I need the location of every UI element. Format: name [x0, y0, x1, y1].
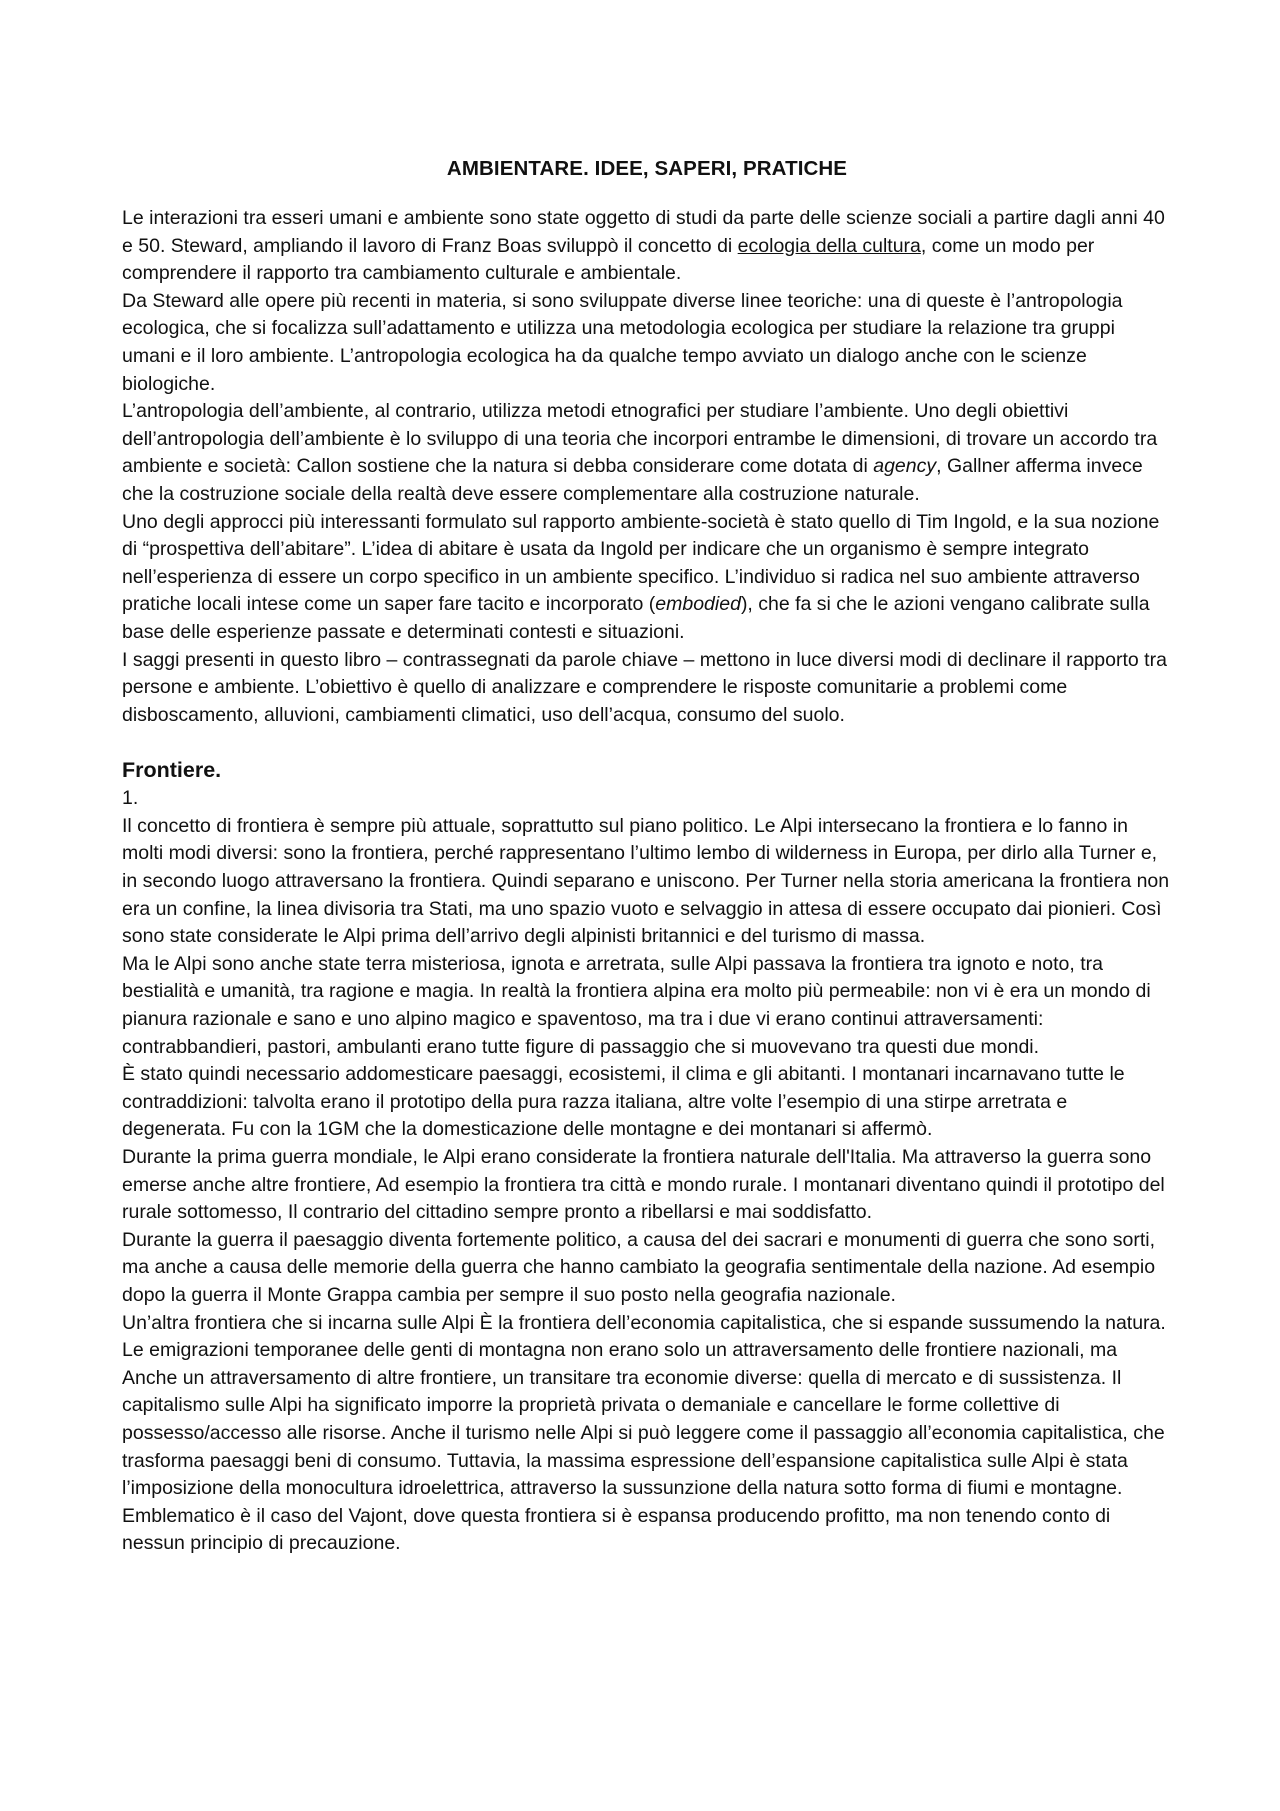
section-heading: Frontiere. — [122, 758, 222, 783]
underlined-term-ecologia-della-cultura: ecologia della cultura — [737, 234, 921, 257]
intro-paragraph-3 — [122, 398, 1172, 508]
intro-paragraph-4 — [122, 509, 1172, 647]
intro-paragraph-1-text-b: , come un modo per comprendere il rapporto tra cambiamento culturale e ambientale. — [122, 234, 1095, 285]
intro-paragraph-3-text-b: , Gallner afferma invece che la costruzione sociale della realtà deve essere complementare alla costruzione naturale. — [122, 455, 1143, 505]
section-paragraph-1: Il concetto di frontiera è sempre più attuale, soprattutto sul piano politico. Le Alpi intersecano la frontiera e lo fanno in molti modi diversi: sono la frontiera, perché rappresentano l’ultimo lembo di wilderness in Europa, per dirlo alla Turner e, in secondo luogo attraversano la frontiera. Quindi separano e uniscono. Per Turner nella storia americana la frontiera non era un confine, la linea divisoria tra Stati, ma uno spazio vuoto e selvaggio in attesa di essere occupato dai pionieri. Così sono state considerate le Alpi prima dell’arrivo degli alpinisti britannici e del turismo di massa. — [122, 814, 1170, 948]
section-paragraph-3: È stato quindi necessario addomesticare paesaggi, ecosistemi, il clima e gli abitanti. I montanari incarnavano tutte le contraddizioni: talvolta erano il prototipo della pura razza italiana, altre volte l’esempio di una stirpe arretrata e degenerata. Fu con la 1GM che la domesticazione delle montagne e dei montanari si affermò. — [122, 1063, 1125, 1141]
intro-paragraph-4-text-a: Uno degli approcci più interessanti formulato sul rapporto ambiente-società è stato quello di Tim Ingold, e la sua nozione di “prospettiva dell’abitare”. L’idea di abitare è usata da Ingold per indicare che un organismo è sempre integrato nell’esperienza di essere un corpo specifico in un ambiente specifico. L’individuo si radica nel suo ambiente attraverso pratiche locali intese come un saper fare tacito e incorporato ( — [122, 510, 1160, 616]
section-paragraph-5: Durante la guerra il paesaggio diventa fortemente politico, a causa del dei sacrari e monumenti di guerra che sono sorti, ma anche a causa delle memorie della guerra che hanno cambiato la geografia sentimentale della nazione. Ad esempio dopo la guerra il Monte Grappa cambia per sempre il suo posto nella geografia nazionale. — [122, 1228, 1156, 1306]
document-page — [122, 155, 1172, 1558]
section-paragraph-6: Un’altra frontiera che si incarna sulle Alpi È la frontiera dell’economia capitalistica, che si espande sussumendo la natura. Le emigrazioni temporanee delle genti di montagna non erano solo un attraversamento delle frontiere nazionali, ma Anche un attraversamento di altre frontiere, un transitare tra economie diverse: quella di mercato e di sussistenza. Il capitalismo sulle Alpi ha significato imporre la proprietà privata o demaniale e cancellare le forme collettive di possesso/accesso alle risorse. Anche il turismo nelle Alpi si può leggere come il passaggio all’economia capitalistica, che trasforma paesaggi beni di consumo. Tuttavia, la massima espressione dell’espansione capitalistica sulle Alpi è stata l’imposizione della monocultura idroelettrica, attraverso la sussunzione della natura sotto forma di fiumi e montagne. Emblematico è il caso del Vajont, dove questa frontiera si è espansa producendo profitto, ma non tenendo conto di nessun principio di precauzione. — [122, 1311, 1166, 1555]
intro-paragraph-1-text-a: Le interazioni tra esseri umani e ambiente sono state oggetto di studi da parte delle scienze sociali a partire dagli anni 40 e 50. Steward, ampliando il lavoro di Franz Boas sviluppò il concetto di — [122, 207, 1165, 257]
section-paragraph-4: Durante la prima guerra mondiale, le Alpi erano considerate la frontiera naturale dell'Italia. Ma attraverso la guerra sono emerse anche altre frontiere, Ad esempio la frontiera tra città e mondo rurale. I montanari diventano quindi il prototipo del rurale sottomesso, Il contrario del cittadino sempre pronto a ribellarsi e mai soddisfatto. — [122, 1146, 1165, 1224]
italic-term-embodied: embodied — [655, 593, 741, 616]
section-item-number: 1. — [122, 787, 139, 810]
document-title: AMBIENTARE. IDEE, SAPERI, PRATICHE — [446, 157, 848, 180]
intro-paragraph-3-text-a: L’antropologia dell’ambiente, al contrario, utilizza metodi etnografici per studiare l’ambiente. Uno degli obiettivi dell’antropologia dell’ambiente è lo sviluppo di una teoria che incorpori entrambe le dimensioni, di trovare un accordo tra ambiente e società: Callon sostiene che la natura si debba considerare come dotata di — [122, 400, 1158, 478]
intro-paragraph-5: I saggi presenti in questo libro – contrassegnati da parole chiave – mettono in luce diversi modi di declinare il rapporto tra persone e ambiente. L’obiettivo è quello di analizzare e comprendere le risposte comunitarie a problemi come disboscamento, alluvioni, cambiamenti climatici, uso dell’acqua, consumo del suolo. — [122, 648, 1167, 726]
intro-paragraph-2: Da Steward alle opere più recenti in materia, si sono sviluppate diverse linee teoriche: una di queste è l’antropologia ecologica, che si focalizza sull’adattamento e utilizza una metodologia ecologica per studiare la relazione tra gruppi umani e il loro ambiente. L’antropologia ecologica ha da qualche tempo avviato un dialogo anche con le scienze biologiche. — [122, 289, 1123, 395]
intro-paragraph-1 — [122, 205, 1172, 288]
italic-term-agency: agency — [873, 455, 937, 478]
section-paragraph-2: Ma le Alpi sono anche state terra misteriosa, ignota e arretrata, sulle Alpi passava la frontiera tra ignoto e noto, tra bestialità e umanità, tra ragione e magia. In realtà la frontiera alpina era molto più permeabile: non vi è era un mondo di pianura razionale e sano e uno alpino magico e spaventoso, ma tra i due vi erano continui attraversamenti: contrabbandieri, pastori, ambulanti erano tutte figure di passaggio che si muovevano tra questi due mondi. — [122, 952, 1151, 1058]
intro-paragraph-4-text-b: ), che fa si che le azioni vengano calibrate sulla base delle esperienze passate e determinati contesti e situazioni. — [122, 593, 1150, 643]
